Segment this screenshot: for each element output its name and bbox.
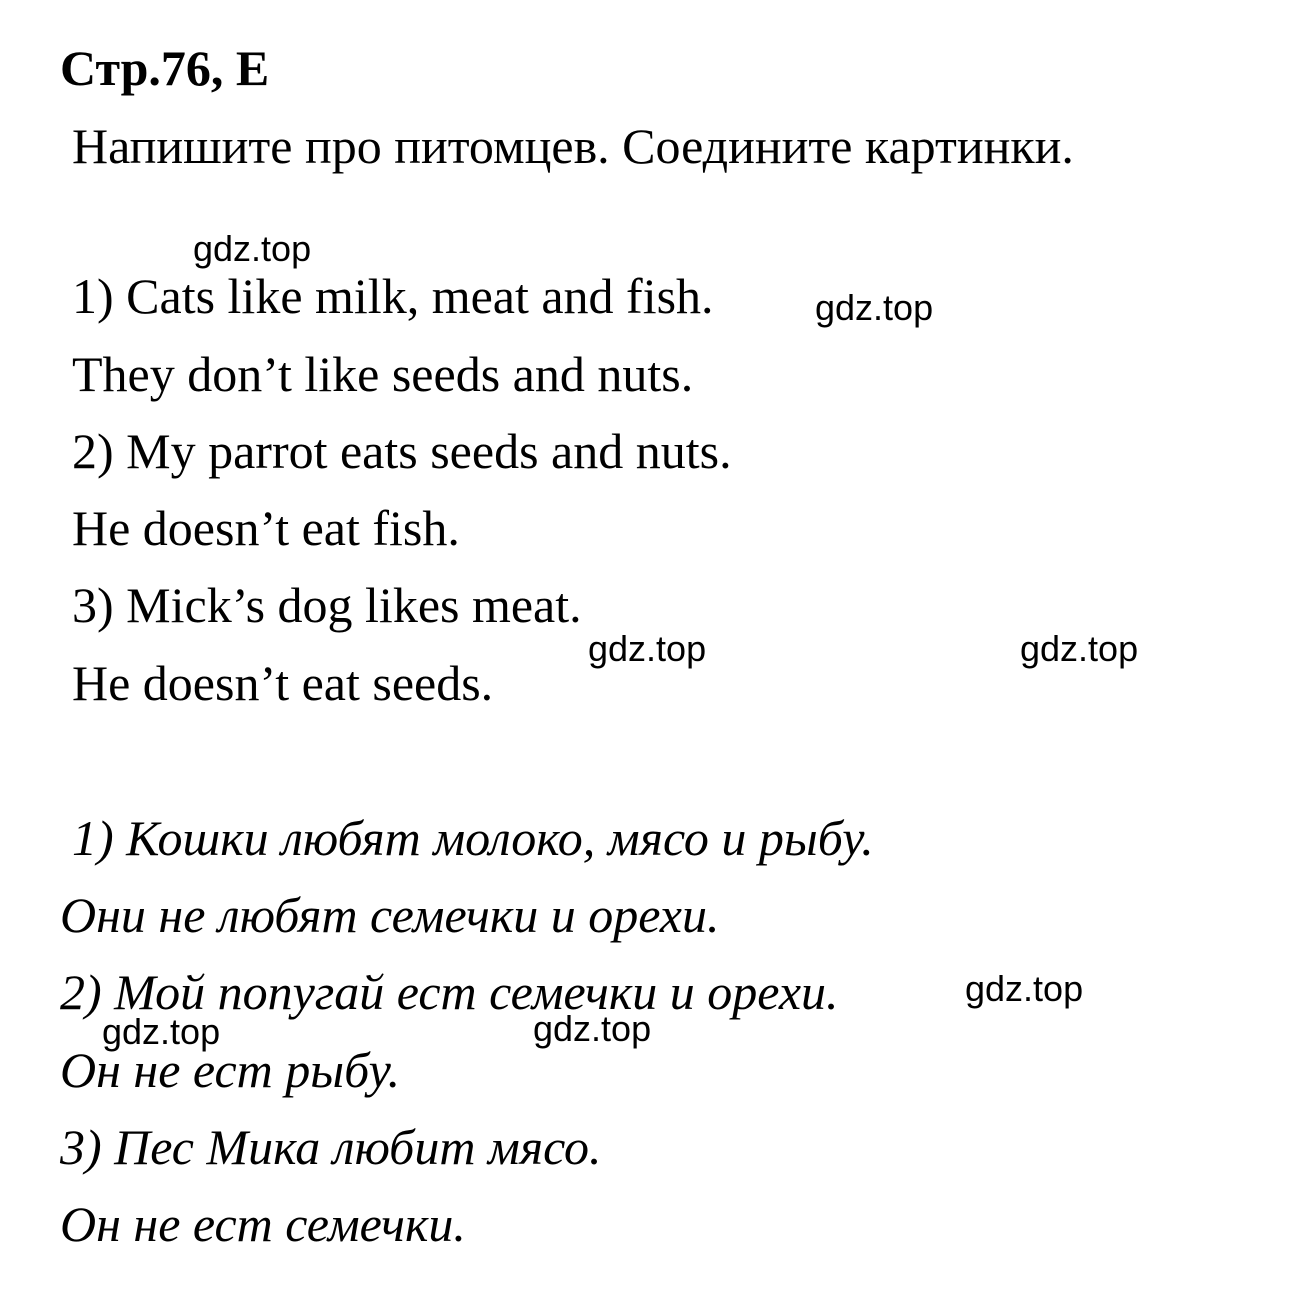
watermark: gdz.top xyxy=(193,228,312,269)
watermark: gdz.top xyxy=(588,628,707,669)
english-line-5: 3) Mick’s dog likes meat. xyxy=(72,577,582,633)
russian-line-5: 3) Пес Мика любит мясо. xyxy=(60,1119,602,1175)
russian-line-1: 1) Кошки любят молоко, мясо и рыбу. xyxy=(72,810,874,866)
russian-line-6: Он не ест семечки. xyxy=(60,1196,466,1252)
page-title: Стр.76, E xyxy=(60,40,270,96)
russian-line-4: Он не ест рыбу. xyxy=(60,1042,401,1098)
watermark: gdz.top xyxy=(965,968,1084,1009)
watermark: gdz.top xyxy=(102,1011,221,1052)
english-line-1: 1) Cats like milk, meat and fish. xyxy=(72,268,714,324)
english-line-4: He doesn’t eat fish. xyxy=(72,500,460,556)
english-line-6: He doesn’t eat seeds. xyxy=(72,655,494,711)
russian-line-3: 2) Мой попугай ест семечки и орехи. xyxy=(60,964,839,1020)
watermark: gdz.top xyxy=(1020,628,1139,669)
exercise-instruction: Напишите про питомцев. Соедините картинки. xyxy=(72,118,1074,174)
russian-line-2: Они не любят семечки и орехи. xyxy=(60,887,720,943)
watermark: gdz.top xyxy=(533,1008,652,1049)
watermark: gdz.top xyxy=(815,287,934,328)
english-line-3: 2) My parrot eats seeds and nuts. xyxy=(72,423,732,479)
english-line-2: They don’t like seeds and nuts. xyxy=(72,346,694,402)
